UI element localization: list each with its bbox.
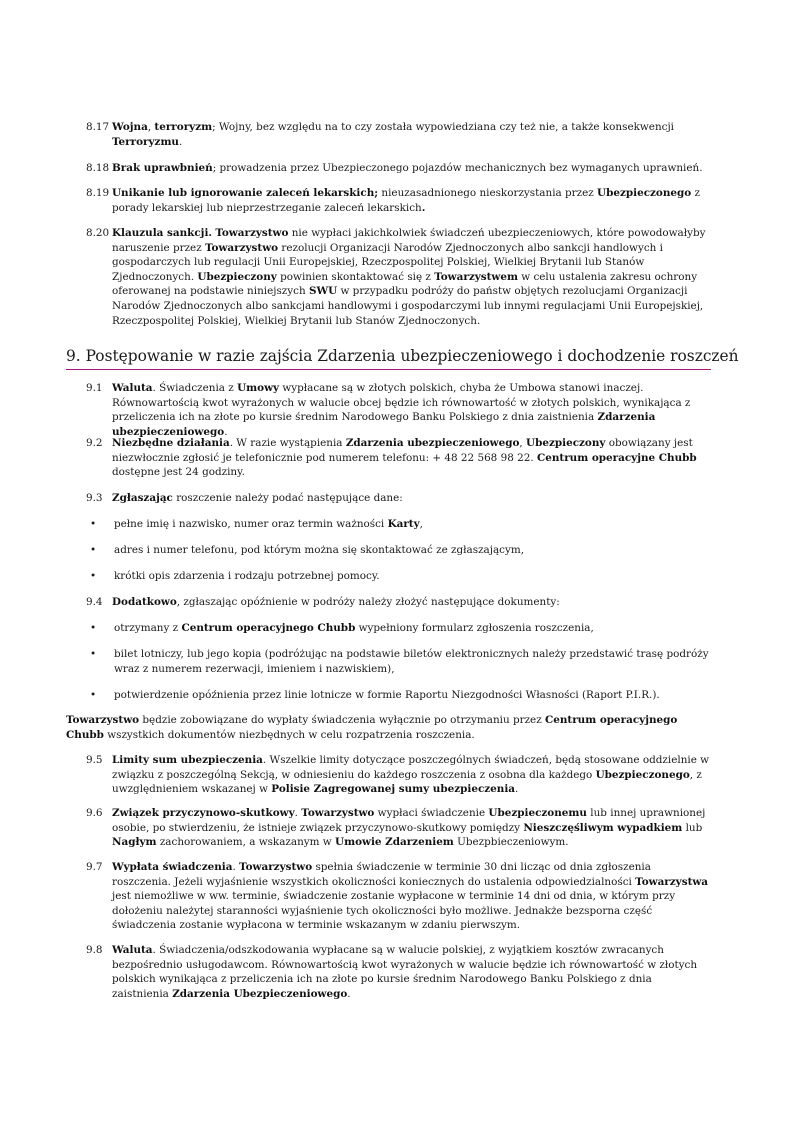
term: Zgłaszając [112, 492, 173, 504]
clause-text: Niezbędne działania. W razie wystąpienia Zdarzenia ubezpieczeniowego, Ubezpieczony obowiązany jest niezwłocznie zgłosić je telefonicznie pod numerem telefonu: + 48 22 568 98 22. Centrum operacyjne Chubb dostępne jest 24 godziny. [112, 437, 697, 479]
term: Zdarzenia ubezpieczeniowego [112, 411, 656, 438]
term: Nieszczęśliwym wypadkiem [523, 821, 683, 834]
bullet-icon: • [90, 648, 97, 660]
clause-9-8 [86, 943, 711, 1001]
list-item: • adres i numer telefonu, pod którym można się skontaktować ze zgłaszającym, [90, 544, 524, 556]
term: Towarzystwo [301, 807, 375, 819]
clause-8-17 [86, 120, 711, 149]
clause-text: Brak uprawbnień; prowadzenia przez Ubezpieczonego pojazdów mechanicznych bez wymaganych uprawnień. [112, 162, 703, 174]
term: Unikanie lub ignorowanie zaleceń lekarskich; [112, 187, 379, 199]
clause-9-3 [86, 491, 711, 506]
list-item: • krótki opis zdarzenia i rodzaju potrzebnej pomocy. [90, 570, 380, 582]
clause-number: 9.2 [86, 437, 103, 449]
term: Umowie Zdarzeniem [335, 836, 454, 849]
term: Wojna [112, 121, 148, 133]
term: Waluta [112, 944, 153, 956]
clause-8-19 [86, 186, 711, 215]
clause-text: Klauzula sankcji. Towarzystwo nie wypłaci jakichkolwiek świadczeń ubezpieczeniowych, które powodowałyby naruszenie przez Towarzystwo rezolucji Organizacji Narodów Zjednoczonych albo sankcji handlowych i gospodarczych lub regulacji Unii Europejskiej, Rzeczpospolitej Polskiej, Wielkiej Brytanii lub Stanów Zjednoczonych. Ubezpieczony powinien skontaktować się z Towarzystwem w celu ustalenia zakresu ochrony oferowanej na podstawie niniejszych SWU w przypadku podróży do państw objętych rezolucjami Organizacji Narodów Zjednoczonych albo sankcjami handlowymi i gospodarczymi lub innymi regulacjami Unii Europejskiej, Rzeczpospolitej Polskiej, Wielkiej Brytanii lub Stanów Zjednoczonych. [112, 227, 706, 327]
list-item: • bilet lotniczy, lub jego kopia (podróżując na podstawie biletów elektronicznych należy przedstawić trasę podróży wraz z numerem rezerwacji, imieniem i nazwiskiem), [90, 648, 709, 675]
clause-number: 9.1 [86, 382, 103, 394]
clause-text: Wojna, terroryzm; Wojny, bez względu na to czy została wypowiedziana czy też nie, a także konsekwencji Terroryzmu. [112, 121, 674, 148]
clause-8-18 [86, 161, 711, 176]
term: Centrum operacyjnego Chubb [66, 714, 678, 741]
section-heading: 9. Postępowanie w razie zajścia Zdarzenia ubezpieczeniowego i dochodzenie roszczeń [66, 347, 739, 365]
term: Wypłata świadczenia [112, 861, 233, 873]
clause-number: 9.5 [86, 754, 103, 766]
clause-9-1 [86, 381, 711, 439]
heading-underline [66, 369, 711, 370]
clause-number: 8.18 [86, 162, 110, 174]
list-item: • otrzymany z Centrum operacyjnego Chubb wypełniony formularz zgłoszenia roszczenia, [90, 622, 594, 634]
clause-9-6 [86, 806, 711, 850]
term: Umowy [237, 382, 280, 394]
clause-number: 8.20 [86, 227, 110, 239]
clause-text: Związek przyczynowo-skutkowy. Towarzystwo wypłaci świadczenie Ubezpieczonemu lub innej uprawnionej osobie, po stwierdzeniu, że istnieje związek przyczynowo-skutkowy pomiędzy Nieszczęśliwym wypadkiem lub Nagłym zachorowaniem, a wskazanym w Umowie Zdarzeniem Ubezpbieczeniowym. [112, 807, 706, 849]
term: Brak uprawbnień [112, 162, 213, 174]
term: Polisie Zagregowanej sumy ubezpieczenia [271, 783, 516, 796]
clause-number: 8.17 [86, 121, 110, 133]
list-item: • pełne imię i nazwisko, numer oraz termin ważności Karty, [90, 518, 423, 530]
term: Ubezpieczony [197, 270, 277, 283]
clause-number: 8.19 [86, 187, 110, 199]
term: Dodatkowo [112, 596, 177, 608]
term: Towarzystwo [205, 241, 279, 254]
term: Ubezpieczonego [597, 187, 692, 199]
clause-number: 9.7 [86, 861, 103, 873]
term: Klauzula sankcji. [112, 227, 213, 239]
term: Ubezpieczonego [595, 768, 690, 781]
clause-text: Zgłaszając roszczenie należy podać następujące dane: [112, 492, 403, 504]
clause-text: Waluta. Świadczenia/odszkodowania wypłacane są w walucie polskiej, z wyjątkiem kosztów zwracanych bezpośrednio usługodawcom. Równowartością kwot wyrażonych w walucie będzie ich równowartość w złotych polskich wynikająca z przeliczenia ich na złote po kursie średnim Narodowego Banku Polskiego z dnia zaistnienia Zdarzenia Ubezpieczeniowego. [112, 944, 698, 1000]
clause-text: Waluta. Świadczenia z Umowy wypłacane są w złotych polskich, chyba że Umbowa stanowi inaczej. Równowartością kwot wyrażonych w walucie obcej będzie ich równowartość w złotych polskich, wynikająca z przeliczenia ich na złote po kursie średnim Narodowego Banku Polskiego z dnia zaistnienia Zdarzenia ubezpieczeniowego. [112, 382, 691, 438]
term: Niezbędne działania [112, 437, 230, 449]
clause-9-5 [86, 753, 711, 797]
bullet-icon: • [90, 518, 97, 530]
term: Karty [387, 518, 420, 530]
clause-9-7 [86, 860, 711, 933]
term: Towarzystwa [635, 875, 709, 888]
clause-text: Wypłata świadczenia. Towarzystwo spełnia świadczenie w terminie 30 dni licząc od dnia zgłoszenia roszczenia. Jeżeli wyjaśnienie wszystkich okoliczności koniecznych do ustalenia odpowiedzialności Towarzystwa jest niemożliwe w ww. terminie, świadczenie zostanie wypłacone w terminie 14 dni od dnia, w którym przy dołożeniu należytej staranności wyjaśnienie tych okoliczności było możliwe. Jednakże bezsporna część świadczenia zostanie wypłacona w terminie wskazanym w zdaniu pierwszym. [112, 861, 709, 932]
bullet-icon: • [90, 570, 97, 582]
clause-text: Limity sum ubezpieczenia. Wszelkie limity dotyczące poszczególnych świadczeń, będą stosowane oddzielnie w związku z poszczególną Sekcją, w odniesieniu do każdego roszczenia z osobna dla każdego Ubezpieczonego, z uwzględnieniem wskazanej w Polisie Zagregowanej sumy ubezpieczenia. [112, 754, 710, 796]
clause-number: 9.8 [86, 944, 103, 956]
clause-8-20 [86, 226, 711, 328]
term: Limity sum ubezpieczenia [112, 754, 263, 766]
term: Terroryzmu [112, 135, 179, 148]
clause-number: 9.4 [86, 596, 103, 608]
term: Zdarzenia Ubezpieczeniowego [172, 987, 348, 1000]
clause-text: Unikanie lub ignorowanie zaleceń lekarskich; nieuzasadnionego nieskorzystania przez Ubezpieczonego z porady lekarskiej lub nieprzestrzeganie zaleceń lekarskich. [112, 187, 701, 214]
clause-number: 9.6 [86, 807, 103, 819]
clause-9-2 [86, 436, 711, 480]
clause-9-4 [86, 595, 711, 610]
term: Waluta [112, 382, 153, 394]
term: terroryzm [154, 121, 213, 133]
term: Towarzystwo [215, 227, 289, 239]
term: Nagłym [112, 836, 157, 849]
list-item: • potwierdzenie opóźnienia przez linie lotnicze w formie Raportu Niezgodności Własności (Raport P.I.R.). [90, 689, 660, 701]
bullet-icon: • [90, 544, 97, 556]
term: Centrum operacyjne Chubb [536, 451, 697, 464]
term: Towarzystwo [239, 861, 313, 873]
clause-number: 9.3 [86, 492, 103, 504]
clause-text: Dodatkowo, zgłaszając opóźnienie w podróży należy złożyć następujące dokumenty: [112, 596, 560, 608]
term: Towarzystwo [66, 714, 140, 726]
term: Towarzystwem [434, 270, 518, 283]
term: SWU [308, 285, 338, 298]
bullet-icon: • [90, 689, 97, 701]
term: Ubezpieczonemu [488, 807, 587, 819]
term: Związek przyczynowo-skutkowy [112, 807, 295, 819]
bullet-icon: • [90, 622, 97, 634]
term: Ubezpieczony [526, 437, 606, 449]
term: Zdarzenia ubezpieczeniowego [345, 437, 520, 449]
paragraph: Towarzystwo będzie zobowiązane do wypłaty świadczenia wyłącznie po otrzymaniu przez Centrum operacyjnego Chubb wszystkich dokumentów niezbędnych w celu rozpatrzenia roszczenia. [66, 714, 678, 741]
term: Centrum operacyjnego Chubb [181, 622, 356, 634]
